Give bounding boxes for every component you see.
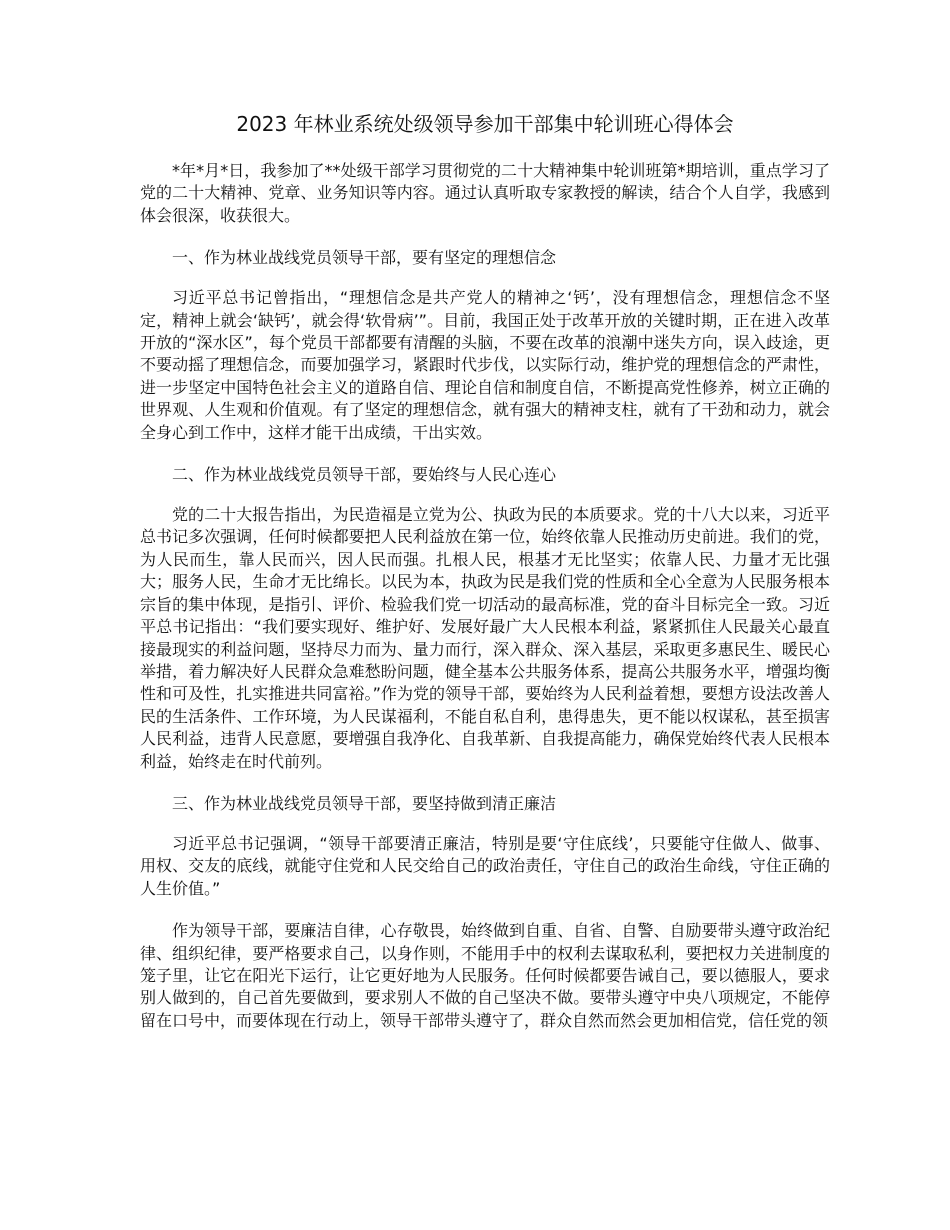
section-3-paragraph-2: 作为领导干部，要廉洁自律，心存敬畏，始终做到自重、自省、自警、自励要带头遵守政治纪律、组织纪律，要严格要求自己，以身作则，不能用手中的权利去谋取私利，要把权力关进制度的笼子里，让它在阳光下运行，让它更好地为人民服务。任何时候都要告诫自己，要以德服人，要求别人做到的，自己首先要做到，要求别人不做的自己坚决不做。要带头遵守中央八项规定，不能停留在口号中，而要体现在行动上，领导干部带头遵守了，群众自然而然会更加相信党，信任党的领	[140, 921, 830, 1030]
section-1-paragraph: 习近平总书记曾指出，“理想信念是共产党人的精神之‘钙’，没有理想信念，理想信念不坚定，精神上就会‘缺钙’，就会得‘软骨病’”。目前，我国正处于改革开放的关键时期，正在进入改革开放的“深水区”，每个党员干部都要有清醒的头脑，不要在改革的浪潮中迷失方向，误入歧途，更不要动摇了理想信念，而要加强学习，紧跟时代步伐，以实际行动，维护党的理想信念的严肃性，进一步坚定中国特色社会主义的道路自信、理论自信和制度自信，不断提高党性修养，树立正确的世界观、人生观和价值观。有了坚定的理想信念，就有强大的精神支柱，就有了干劲和动力，就会全身心到工作中，这样才能干出成绩，干出实效。	[140, 288, 830, 442]
section-heading-2: 二、作为林业战线党员领导干部，要始终与人民心连心	[172, 465, 557, 485]
section-heading-3: 三、作为林业战线党员领导干部，要坚持做到清正廉洁	[172, 793, 557, 813]
section-3-paragraph-1: 习近平总书记强调，“领导干部要清正廉洁，特别是要‘守住底线’，只要能守住做人、做事、用权、交友的底线，就能守住党和人民交给自己的政治责任，守住自己的政治生命线，守住正确的人生价值。”	[140, 833, 830, 898]
document-title: 2023 年林业系统处级领导参加干部集中轮训班心得体会	[236, 112, 734, 136]
section-heading-1: 一、作为林业战线党员领导干部，要有坚定的理想信念	[172, 248, 557, 268]
section-2-paragraph: 党的二十大报告指出，为民造福是立党为公、执政为民的本质要求。党的十八大以来，习近平总书记多次强调，任何时候都要把人民利益放在第一位，始终依靠人民推动历史前进。我们的党，为人民而生，靠人民而兴，因人民而强。扎根人民，根基才无比坚实；依靠人民、力量才无比强大；服务人民，生命才无比绵长。以民为本，执政为民是我们党的性质和全心全意为人民服务根本宗旨的集中体现，是指引、评价、检验我们党一切活动的最高标准，党的奋斗目标完全一致。习近平总书记指出：“我们要实现好、维护好、发展好最广大人民根本利益，紧紧抓住人民最关心最直接最现实的利益问题，坚持尽力而为、量力而行，深入群众、深入基层，采取更多惠民生、暖民心举措，着力解决好人民群众急难愁盼问题，健全基本公共服务体系，提高公共服务水平，增强均衡性和可及性，扎实推进共同富裕。”作为党的领导干部，要始终为人民利益着想，要想方设法改善人民的生活条件、工作环境，为人民谋福利，不能自私自利，患得患失，更不能以权谋私，甚至损害人民利益，违背人民意愿，要增强自我净化、自我革新、自我提高能力，确保党始终代表人民根本利益，始终走在时代前列。	[140, 505, 830, 771]
document-page	[140, 110, 830, 1052]
intro-paragraph: *年*月*日，我参加了**处级干部学习贯彻党的二十大精神集中轮训班第*期培训，重点学习了党的二十大精神、党章、业务知识等内容。通过认真听取专家教授的解读，结合个人自学，我感到体会很深，收获很大。	[140, 161, 830, 225]
